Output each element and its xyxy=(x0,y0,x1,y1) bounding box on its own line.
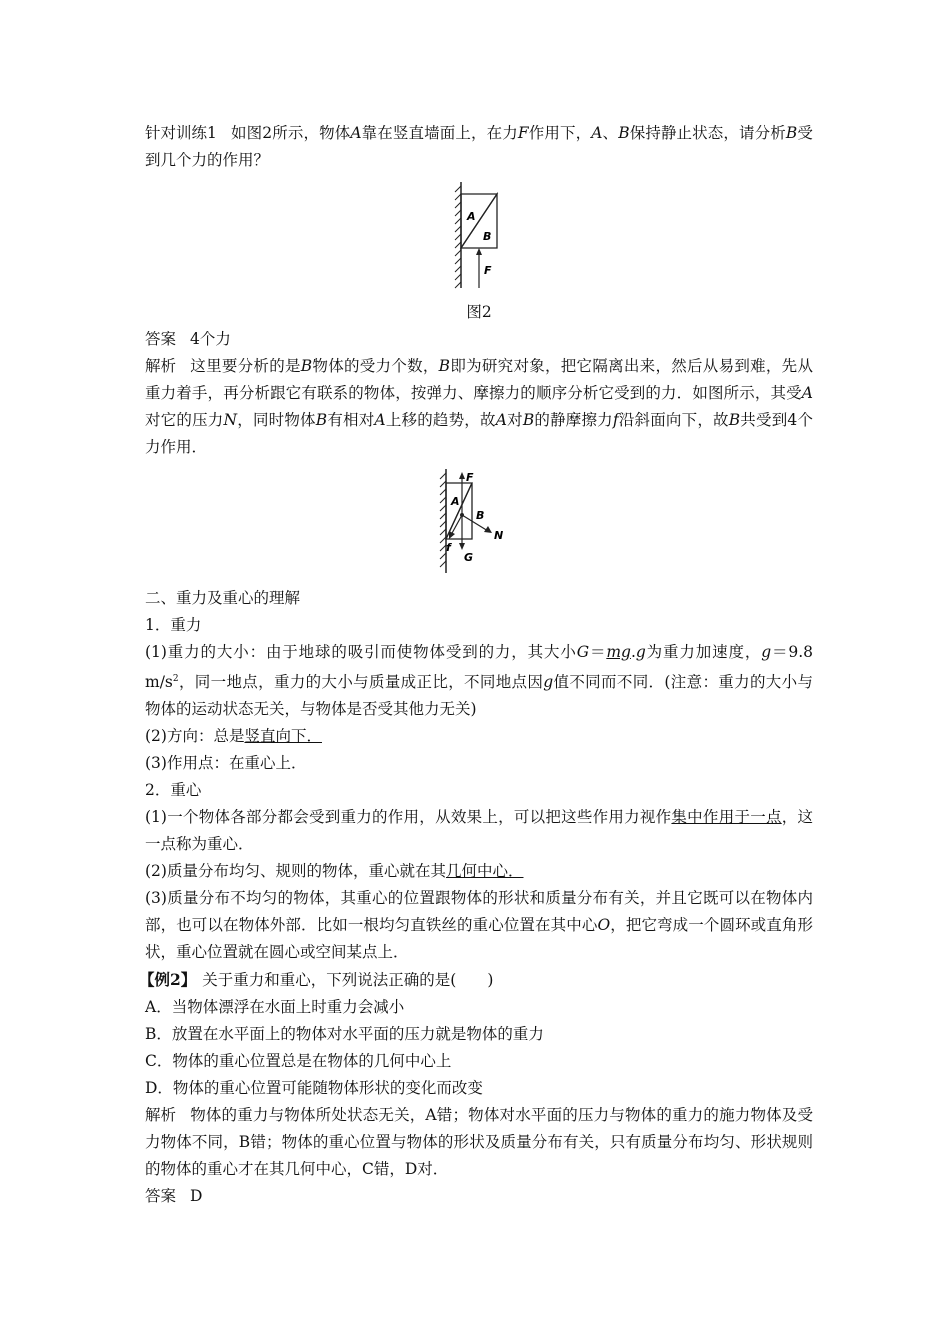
cog-p1: (1)一个物体各部分都会受到重力的作用，从效果上，可以把这些作用力视作集中作用于一点，这一点称为重心． xyxy=(145,808,813,854)
example-2-question: 【例2】 关于重力和重心，下列说法正确的是( ) xyxy=(139,970,494,990)
answer-1-label: 答案 xyxy=(145,330,177,348)
training-question: 针对训练1 如图2所示，物体A靠在竖直墙面上，在力F作用下，A、B保持静止状态，请分析B受到几个力的作用？ xyxy=(145,120,813,174)
label-a-2: A xyxy=(451,495,460,508)
label-g: G xyxy=(464,551,474,564)
training-label: 针对训练1 xyxy=(145,124,217,142)
example-2-option-b: B．放置在水平面上的物体对水平面的压力就是物体的重力 xyxy=(145,1025,544,1044)
example-2-option-c: C．物体的重心位置总是在物体的几何中心上 xyxy=(145,1052,452,1071)
example-2-option-a: A．当物体漂浮在水面上时重力会减小 xyxy=(145,998,405,1017)
label-a: A xyxy=(467,210,476,223)
example-2-answer-value: D xyxy=(190,1187,203,1206)
label-b-2: B xyxy=(476,509,485,522)
example-2-option-d: D．物体的重心位置可能随物体形状的变化而改变 xyxy=(145,1079,483,1098)
gravity-heading: 1．重力 xyxy=(145,616,202,634)
gravity-p3: (3)作用点：在重心上． xyxy=(145,754,307,773)
wall-hatch xyxy=(455,182,461,288)
label-n: N xyxy=(494,529,504,542)
cog-heading: 2．重心 xyxy=(145,781,202,800)
force-diagram-svg xyxy=(424,467,534,575)
page-content xyxy=(139,120,813,1210)
label-b: B xyxy=(483,230,492,243)
section-2-heading: 二、重力及重心的理解 xyxy=(145,589,301,607)
gravity-p1: (1)重力的大小：由于地球的吸引而使物体受到的力，其大小G＝mg.g为重力加速度，g＝9.8 $m/s^2$，同一地点，重力的大小与质量成正比，不同地点因g值不同而不同．(注意：重力的大小与物体的运动状态无关，与物体是否受其他力无关) xyxy=(145,643,813,719)
label-friction: f xyxy=(446,541,451,554)
cog-p3: (3)质量分布不均匀的物体，其重心的位置跟物体的形状和质量分布有关，并且它既可以在物体内部，也可以在物体外部．比如一根均匀直铁丝的重心位置在其中心O，把它弯成一个圆环或直角形状，重心位置就在圆心或空间某点上． xyxy=(145,889,813,962)
label-f: F xyxy=(484,264,492,277)
figure-2-caption: 图2 xyxy=(466,303,492,321)
force-diagram xyxy=(145,467,813,579)
figure-2-diagram xyxy=(439,180,519,290)
example-2-answer xyxy=(145,1183,813,1210)
block-b-2 xyxy=(446,483,472,539)
gravity-p2: (2)方向：总是竖直向下． xyxy=(145,727,322,746)
analysis-1-label: 解析 xyxy=(145,357,177,375)
label-f-up: F xyxy=(466,471,474,484)
example-2-analysis: 解析 物体的重力与物体所处状态无关，A错；物体对水平面的压力与物体的重力的施力物体及受力物体不同，B错；物体的重心位置与物体的形状及质量分布有关，只有质量分布均匀、形状规则的物体的重心才在其几何中心，C错，D对． xyxy=(145,1102,813,1183)
answer-1-value: 4个力 xyxy=(190,330,231,348)
example-2-label: 【例2】 xyxy=(139,970,197,990)
answer-1 xyxy=(145,326,813,353)
analysis-1: 解析 这里要分析的是B物体的受力个数，B即为研究对象，把它隔离出来，然后从易到难，先从重力着手，再分析跟它有联系的物体，按弹力、摩擦力的顺序分析它受到的力．如图所示，其受A对它的压力N，同时物体B有相对A上移的趋势，故A对B的静摩擦力f沿斜面向下，故B共受到4个力作用． xyxy=(145,353,813,461)
wall-hatch-2 xyxy=(440,469,446,573)
example-2-answer-label: 答案 xyxy=(145,1187,177,1206)
cog-p2: (2)质量分布均匀、规则的物体，重心就在其几何中心． xyxy=(145,862,524,881)
figure-2 xyxy=(145,180,813,294)
example-2-analysis-label: 解析 xyxy=(145,1106,177,1125)
